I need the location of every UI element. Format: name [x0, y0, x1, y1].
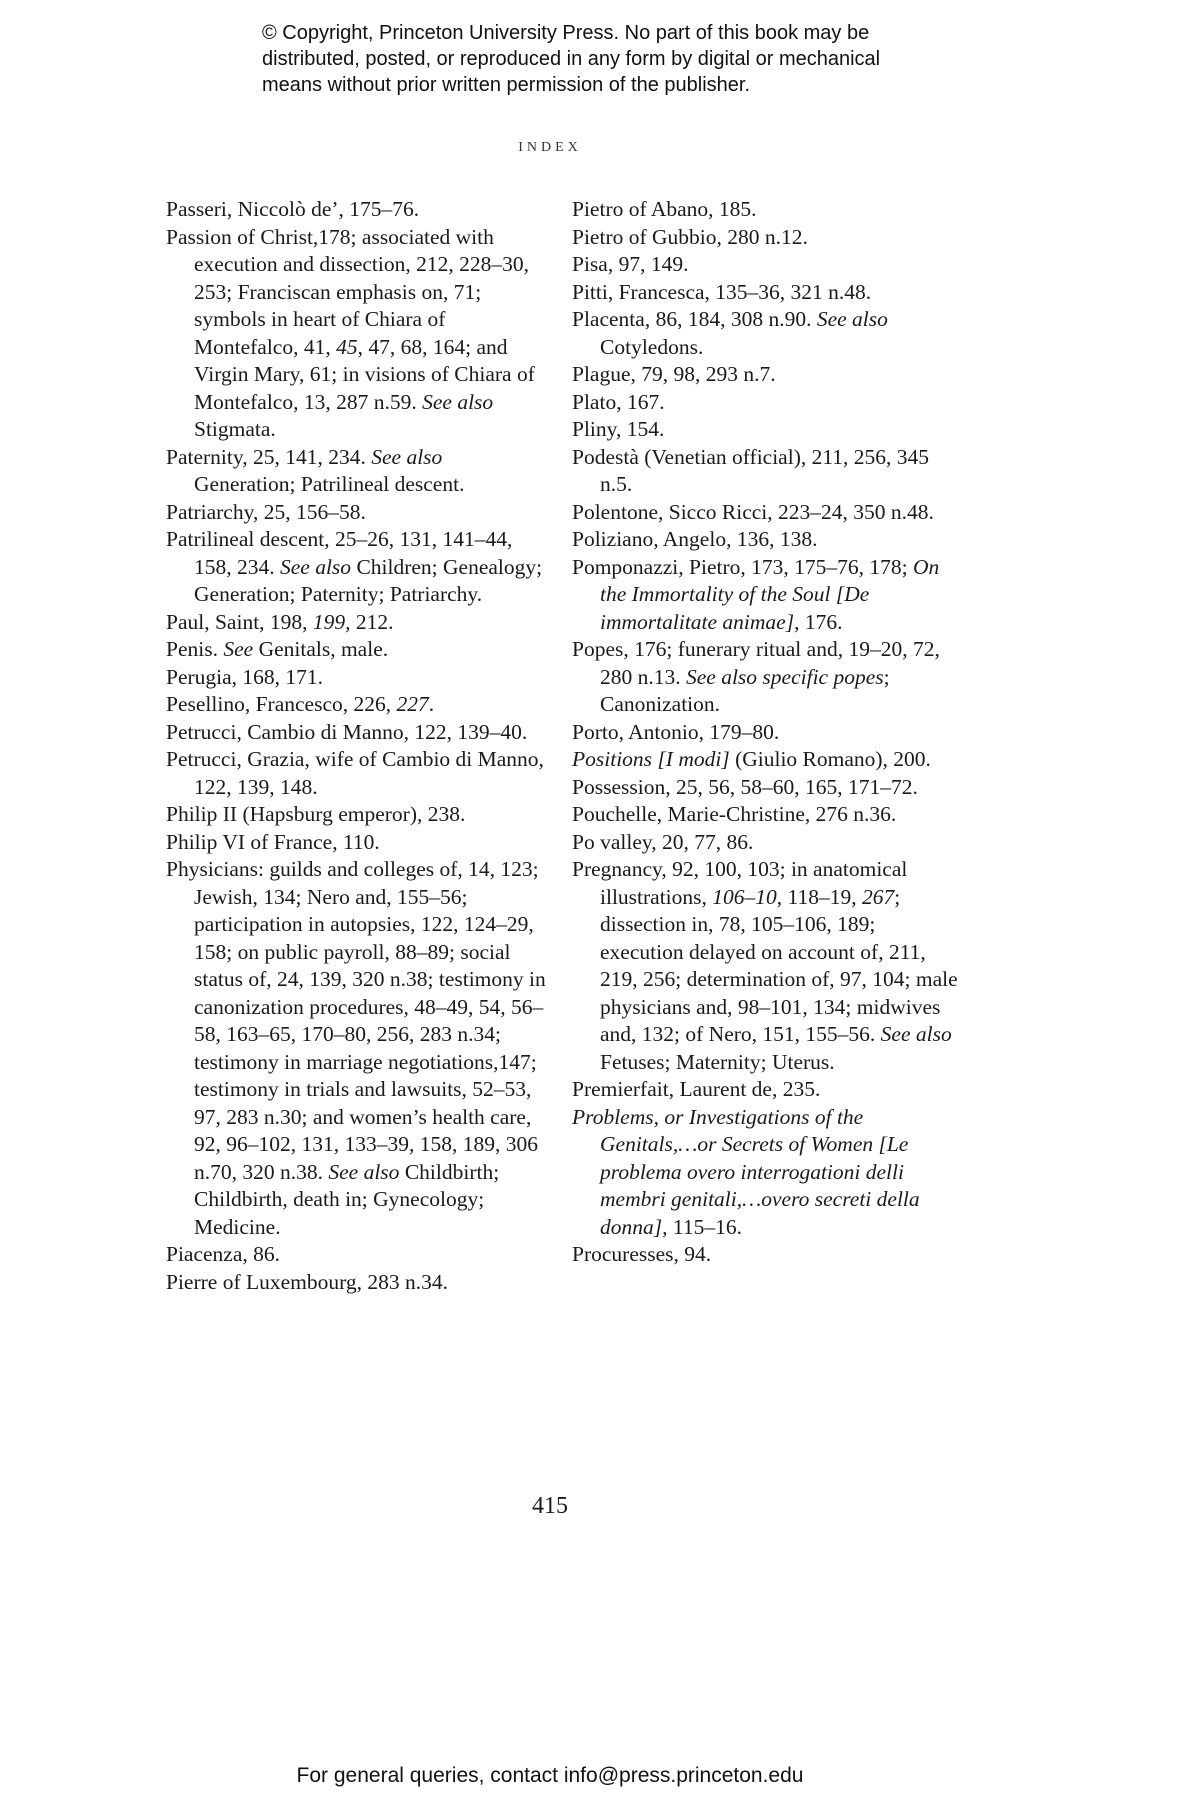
index-entry-text: Passeri, Niccolò de’, 175–76.: [166, 197, 420, 221]
index-entry: [572, 389, 962, 417]
index-entry-text: Placenta, 86, 184, 308 n.90.: [572, 307, 817, 331]
index-entry: [572, 636, 962, 719]
index-column-right: [572, 196, 962, 1269]
index-entry-italic-text: 106–10: [712, 884, 777, 909]
index-entry: [166, 609, 546, 637]
index-entry-italic-text: 45: [336, 334, 358, 359]
index-entry: [572, 1076, 962, 1104]
index-entry-text: (Giulio Romano), 200.: [729, 747, 931, 771]
index-entry: [572, 1104, 962, 1242]
index-entry-italic-text: See also: [371, 444, 443, 469]
page-number: 415: [532, 1493, 568, 1519]
running-head: INDEX: [518, 140, 582, 155]
index-entry-text: Paul, Saint, 198,: [166, 609, 313, 634]
index-entry-text: Passion of Christ,178; associated with execution and dissection, 212, 228–30, 253; Franciscan emphasis on, 71; symbols in heart of Chiara of Montefalco, 41,: [166, 224, 529, 359]
index-entry: [572, 829, 962, 857]
index-entry-text: ; Canonization.: [600, 664, 890, 716]
index-entry-text: Plague, 79, 98, 293 n.7.: [572, 362, 776, 386]
index-entry-italic-text: Positions [I modi]: [572, 747, 730, 771]
index-entry: [572, 224, 962, 252]
index-entry: [166, 1241, 546, 1269]
index-entry-text: Pomponazzi, Pietro, 173, 175–76, 178;: [572, 554, 913, 579]
index-entry-italic-text: 227: [396, 692, 429, 716]
index-entry-text: Patrilineal descent, 25–26, 131, 141–44, 158, 234.: [166, 527, 513, 579]
copyright-line: distributed, posted, or reproduced in any form by digital or mechanical: [262, 48, 881, 70]
index-entry-text: Paternity, 25, 141, 234.: [166, 444, 372, 469]
index-entry-text: Procuresses, 94.: [572, 1242, 712, 1266]
index-entry: [572, 361, 962, 389]
index-entry: [572, 444, 962, 499]
index-entry-text: Pietro of Abano, 185.: [572, 197, 757, 221]
index-entry-text: Pesellino, Francesco, 226,: [166, 692, 397, 716]
index-entry: [166, 444, 546, 499]
copyright-line: means without prior written permission of the publisher.: [262, 74, 751, 96]
index-entry: [166, 719, 546, 747]
index-entry-text: Patriarchy, 25, 156–58.: [166, 499, 366, 524]
index-entry: [166, 526, 546, 609]
index-entry-text: 115–16.: [667, 1214, 742, 1239]
index-column-left: [166, 196, 546, 1296]
index-entry: [572, 801, 962, 829]
index-entry-text: 212.: [350, 609, 394, 634]
index-entry: [166, 1269, 546, 1297]
index-entry: [572, 416, 962, 444]
index-entry-text: Pietro of Gubbio, 280 n.12.: [572, 224, 808, 249]
index-entry: [572, 774, 962, 802]
index-entry-italic-text: 267: [861, 884, 895, 909]
index-entry-text: Childbirth; Childbirth, death in; Gynecology; Medicine.: [194, 1159, 500, 1239]
index-entry-text: Porto, Antonio, 179–80.: [572, 719, 780, 744]
index-entry: [166, 224, 546, 444]
index-entry: [572, 306, 962, 361]
index-entry: [572, 856, 962, 1076]
index-entry-text: ; dissection in, 78, 105–106, 189; execution delayed on account of, 211, 219, 256; determination of, 97, 104; male physicians and, 98–101, 134; midwives and, 132; of Nero, 151, 155–56.: [600, 884, 958, 1046]
index-entry-text: Philip VI of France, 110.: [166, 829, 380, 854]
index-entry-text: Perugia, 168, 171.: [166, 664, 324, 689]
index-entry-text: .: [428, 692, 435, 716]
index-entry: [166, 746, 546, 801]
index-entry-text: Children; Genealogy; Generation; Paternity; Patriarchy.: [194, 554, 543, 606]
index-entry-italic-text: See also: [880, 1022, 952, 1046]
index-entry-text: Genitals, male.: [253, 637, 389, 661]
index-entry-italic-text: See also specific popes: [686, 664, 884, 689]
index-entry: [572, 1241, 962, 1269]
index-entry-text: Plato, 167.: [572, 389, 665, 414]
index-entry: [572, 196, 962, 224]
index-entry: [572, 526, 962, 554]
index-entry: [166, 691, 546, 719]
index-entry-text: Petrucci, Cambio di Manno, 122, 139–40.: [166, 719, 528, 744]
index-entry: [166, 196, 546, 224]
index-entry: [572, 554, 962, 637]
index-entry-italic-text: 199,: [312, 609, 351, 634]
index-entry-text: Generation; Patrilineal descent.: [194, 472, 465, 496]
index-entry: [572, 279, 962, 307]
index-entry-text: Premierfait, Laurent de, 235.: [572, 1077, 821, 1101]
index-entry: [166, 499, 546, 527]
index-entry: [572, 719, 962, 747]
index-entry-italic-text: See also: [422, 389, 494, 414]
index-entry-text: , 47, 68, 164; and Virgin Mary, 61; in visions of Chiara of Montefalco, 13, 287 n.59.: [194, 334, 535, 414]
index-entry-text: Fetuses; Maternity; Uterus.: [600, 1049, 835, 1074]
index-entry: [166, 829, 546, 857]
index-entry-text: Pisa, 97, 149.: [572, 252, 689, 276]
index-entry-text: Physicians: guilds and colleges of, 14, 123; Jewish, 134; Nero and, 155–56; participation in autopsies, 122, 124–29, 158; on public payroll, 88–89; social status of, 24, 139, 320 n.38; testimony in canonization procedures, 48–49, 54, 56–58, 163–65, 170–80, 256, 283 n.34; testimony in marriage negotiations,147; testimony in trials and lawsuits, 52–53, 97, 283 n.30; and women’s health care, 92, 96–102, 131, 133–39, 158, 189, 306 n.70, 320 n.38.: [166, 857, 546, 1184]
index-entry-text: Penis.: [166, 637, 224, 661]
footer-contact: For general queries, contact info@press.princeton.edu: [296, 1764, 804, 1787]
index-entry: [166, 664, 546, 692]
index-entry-text: Pitti, Francesca, 135–36, 321 n.48.: [572, 279, 872, 304]
index-entry-text: Podestà (Venetian official), 211, 256, 345 n.5.: [572, 444, 930, 496]
index-entry-text: , 176.: [794, 609, 843, 634]
index-entry-italic-text: Problems, or Investigations of the Genitals,…or Secrets of Women [Le problema overo interrogationi delli membri genitali,…overo secreti della donna],: [572, 1104, 920, 1239]
copyright-notice: [262, 20, 1022, 98]
index-entry-text: Petrucci, Grazia, wife of Cambio di Manno, 122, 139, 148.: [166, 747, 544, 799]
index-entry: [572, 251, 962, 279]
index-entry-text: Pierre of Luxembourg, 283 n.34.: [166, 1269, 449, 1294]
index-entry-text: Poliziano, Angelo, 136, 138.: [572, 527, 818, 551]
index-entry-text: Stigmata.: [194, 417, 276, 441]
index-entry-italic-text: See also: [816, 307, 888, 331]
copyright-line: © Copyright, Princeton University Press. No part of this book may be: [262, 22, 870, 44]
index-entry-text: Popes, 176; funerary ritual and, 19–20, 72, 280 n.13.: [572, 637, 940, 689]
index-entry: [166, 856, 546, 1241]
index-entry-text: Cotyledons.: [600, 334, 704, 359]
index-entry: [572, 746, 962, 774]
index-entry-text: Po valley, 20, 77, 86.: [572, 829, 754, 854]
index-entry-italic-text: On the Immortality of the Soul [De immortalitate animae]: [600, 554, 940, 634]
index-entry-text: Philip II (Hapsburg emperor), 238.: [166, 802, 466, 826]
index-entry-text: Pouchelle, Marie-Christine, 276 n.36.: [572, 802, 897, 826]
index-entry-italic-text: See also: [328, 1159, 400, 1184]
index-entry: [166, 801, 546, 829]
index-entry-text: Polentone, Sicco Ricci, 223–24, 350 n.48.: [572, 499, 934, 524]
index-entry-text: , 118–19,: [776, 884, 862, 909]
index-entry-text: Possession, 25, 56, 58–60, 165, 171–72.: [572, 774, 918, 799]
index-entry-text: Piacenza, 86.: [166, 1242, 281, 1266]
index-entry: [572, 499, 962, 527]
index-entry-text: Pregnancy, 92, 100, 103; in anatomical illustrations,: [572, 857, 908, 909]
index-entry-text: Pliny, 154.: [572, 417, 665, 441]
index-entry-italic-text: See: [223, 637, 254, 661]
index-entry-italic-text: See also: [280, 554, 352, 579]
index-entry: [166, 636, 546, 664]
